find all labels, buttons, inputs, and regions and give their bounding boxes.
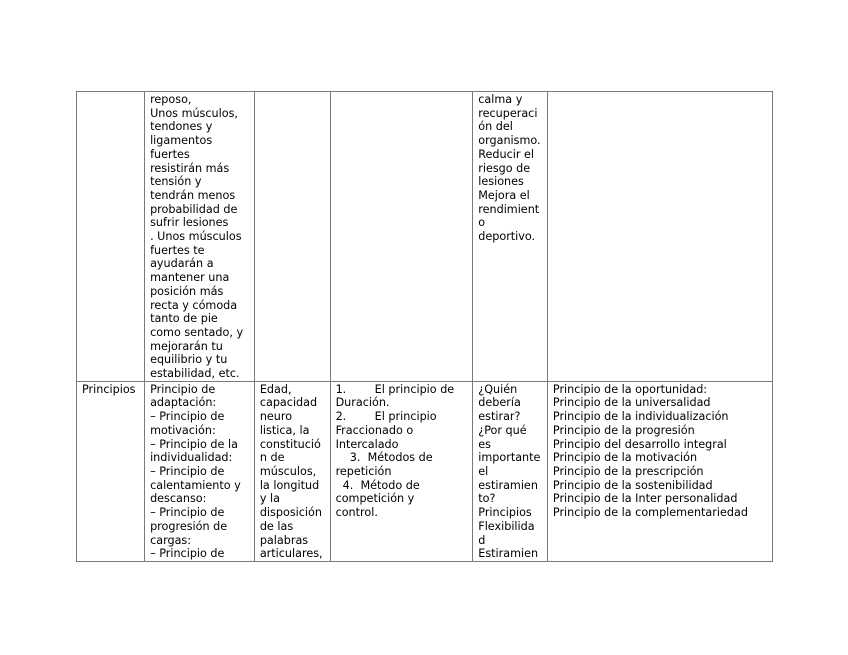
table-cell bbox=[145, 92, 255, 382]
cell-text-line: repetición bbox=[335, 464, 392, 478]
cell-text-line: ón del bbox=[478, 120, 513, 134]
table-cell bbox=[547, 92, 772, 382]
cell-text-line: Principios bbox=[478, 506, 532, 520]
cell-text-line: Principio de la individualización bbox=[552, 410, 729, 424]
cell-text-line: 3. Métodos de bbox=[335, 451, 433, 465]
cell-text-line: listica, la bbox=[259, 423, 310, 437]
cell-text-line: adaptación: bbox=[150, 396, 217, 410]
cell-text-line: 2. El principio bbox=[335, 410, 437, 424]
cell-text-line: competición y bbox=[335, 492, 415, 506]
cell-text-line: disposición bbox=[259, 506, 322, 520]
cell-text-line: recuperaci bbox=[478, 106, 538, 120]
table-cell bbox=[330, 92, 473, 382]
cell-text-line: Principio del desarrollo integral bbox=[552, 437, 727, 451]
table-row bbox=[77, 381, 773, 561]
table-cell bbox=[77, 381, 145, 561]
cell-text-line: estiramien bbox=[478, 478, 538, 492]
cell-text-line: – Principio de la bbox=[150, 437, 238, 451]
cell-text-line: to? bbox=[478, 492, 496, 506]
cell-text-line: debería bbox=[478, 396, 521, 410]
cell-text-line: individualidad: bbox=[150, 451, 233, 465]
cell-text-line: ¿Por qué bbox=[478, 423, 527, 437]
cell-text-line: neuro bbox=[259, 410, 293, 424]
cell-text-line: calentamiento y bbox=[150, 478, 241, 492]
cell-text-line: probabilidad de bbox=[150, 202, 238, 216]
cell-text-line: como sentado, y bbox=[150, 325, 244, 339]
cell-text-line: Flexibilida bbox=[478, 519, 535, 533]
cell-text-line: Reducir el bbox=[478, 147, 535, 161]
cell-text-line: reposo, bbox=[150, 93, 192, 106]
cell-text-line: Intercalado bbox=[335, 437, 399, 451]
cell-text-line: constitució bbox=[259, 437, 321, 451]
cell-text-line: progresión de bbox=[150, 519, 228, 533]
document-table bbox=[76, 91, 773, 562]
cell-text-line: músculos, bbox=[259, 464, 317, 478]
cell-text-line: o bbox=[478, 216, 486, 230]
table-cell bbox=[254, 92, 330, 382]
cell-text-line: ligamentos bbox=[150, 134, 213, 148]
cell-text-line: Principio de la sostenibilidad bbox=[552, 478, 713, 492]
table-cell bbox=[473, 381, 548, 561]
cell-text-line: importante bbox=[478, 451, 541, 465]
cell-text-line: tendones y bbox=[150, 120, 213, 134]
cell-text-line: n de bbox=[259, 451, 285, 465]
cell-text-line: tendrán menos bbox=[150, 188, 236, 202]
table-cell bbox=[547, 381, 772, 561]
cell-text-line: equilibrio y tu bbox=[150, 353, 228, 367]
cell-text-line: ¿Quién bbox=[478, 382, 518, 396]
cell-text-line: Principio de la Inter personalidad bbox=[552, 492, 738, 506]
cell-text-line: Unos músculos, bbox=[150, 106, 238, 120]
cell-text-line: descanso: bbox=[150, 492, 207, 506]
cell-text-line: de las bbox=[259, 519, 294, 533]
cell-text-line: Fraccionado o bbox=[335, 423, 414, 437]
cell-text-line: ayudarán a bbox=[150, 257, 214, 271]
cell-text-line: Principio de bbox=[150, 382, 216, 396]
cell-text-line: Principio de la prescripción bbox=[552, 464, 704, 478]
cell-text-line: calma y bbox=[478, 93, 523, 106]
table-cell bbox=[77, 92, 145, 382]
cell-text-line: estirar? bbox=[478, 410, 521, 424]
cell-text-line: palabras bbox=[259, 533, 309, 547]
cell-text-line: control. bbox=[335, 506, 378, 520]
cell-text-line: Principio de la universalidad bbox=[552, 396, 711, 410]
table-row bbox=[77, 92, 773, 382]
cell-text-line: Principio de la complementariedad bbox=[552, 506, 748, 520]
cell-text-line: fuertes bbox=[150, 147, 190, 161]
cell-text-line: Mejora el bbox=[478, 188, 530, 202]
cell-text-line: estabilidad, etc. bbox=[150, 367, 240, 381]
cell-text-line: lesiones bbox=[478, 175, 524, 189]
cell-text-line: la longitud bbox=[259, 478, 320, 492]
cell-text-line: 1. El principio de bbox=[335, 382, 455, 396]
table-cell bbox=[473, 92, 548, 382]
cell-text-line: el bbox=[478, 464, 489, 478]
cell-text-line: mantener una bbox=[150, 271, 230, 285]
table-cell bbox=[145, 381, 255, 561]
cell-text-line: rendimient bbox=[478, 202, 540, 216]
cell-text-line: organismo. bbox=[478, 134, 541, 148]
cell-text-line: – Principio de bbox=[150, 547, 225, 561]
cell-text-line: riesgo de bbox=[478, 161, 531, 175]
cell-text-line: mejorarán tu bbox=[150, 339, 223, 353]
cell-text-line: deportivo. bbox=[478, 230, 536, 244]
cell-text-line: – Principio de bbox=[150, 464, 225, 478]
cell-text-line: cargas: bbox=[150, 533, 192, 547]
table-cell bbox=[330, 381, 473, 561]
cell-text-line: Principios bbox=[82, 382, 136, 396]
cell-text-line: y la bbox=[259, 492, 280, 506]
cell-text-line: Estiramien bbox=[478, 547, 539, 561]
cell-text-line: sufrir lesiones bbox=[150, 216, 229, 230]
cell-text-line: Principio de la oportunidad: bbox=[552, 382, 708, 396]
cell-text-line: – Principio de bbox=[150, 506, 225, 520]
cell-text-line: recta y cómoda bbox=[150, 298, 238, 312]
cell-text-line: fuertes te bbox=[150, 243, 205, 257]
cell-text-line: Principio de la progresión bbox=[552, 423, 695, 437]
table-cell bbox=[254, 381, 330, 561]
cell-text-line: articulares, bbox=[259, 547, 323, 561]
cell-text-line: . Unos músculos bbox=[150, 230, 242, 244]
cell-text-line: es bbox=[478, 437, 491, 451]
cell-text-line: capacidad bbox=[259, 396, 318, 410]
cell-text-line: Edad, bbox=[259, 382, 292, 396]
cell-text-line: d bbox=[478, 533, 486, 547]
cell-text-line: Principio de la motivación bbox=[552, 451, 698, 465]
cell-text-line: 4. Método de bbox=[335, 478, 420, 492]
cell-text-line: resistirán más bbox=[150, 161, 230, 175]
cell-text-line: posición más bbox=[150, 284, 224, 298]
cell-text-line: – Principio de bbox=[150, 410, 225, 424]
cell-text-line: tensión y bbox=[150, 175, 202, 189]
cell-text-line: tanto de pie bbox=[150, 312, 218, 326]
cell-text-line: motivación: bbox=[150, 423, 216, 437]
cell-text-line: Duración. bbox=[335, 396, 390, 410]
